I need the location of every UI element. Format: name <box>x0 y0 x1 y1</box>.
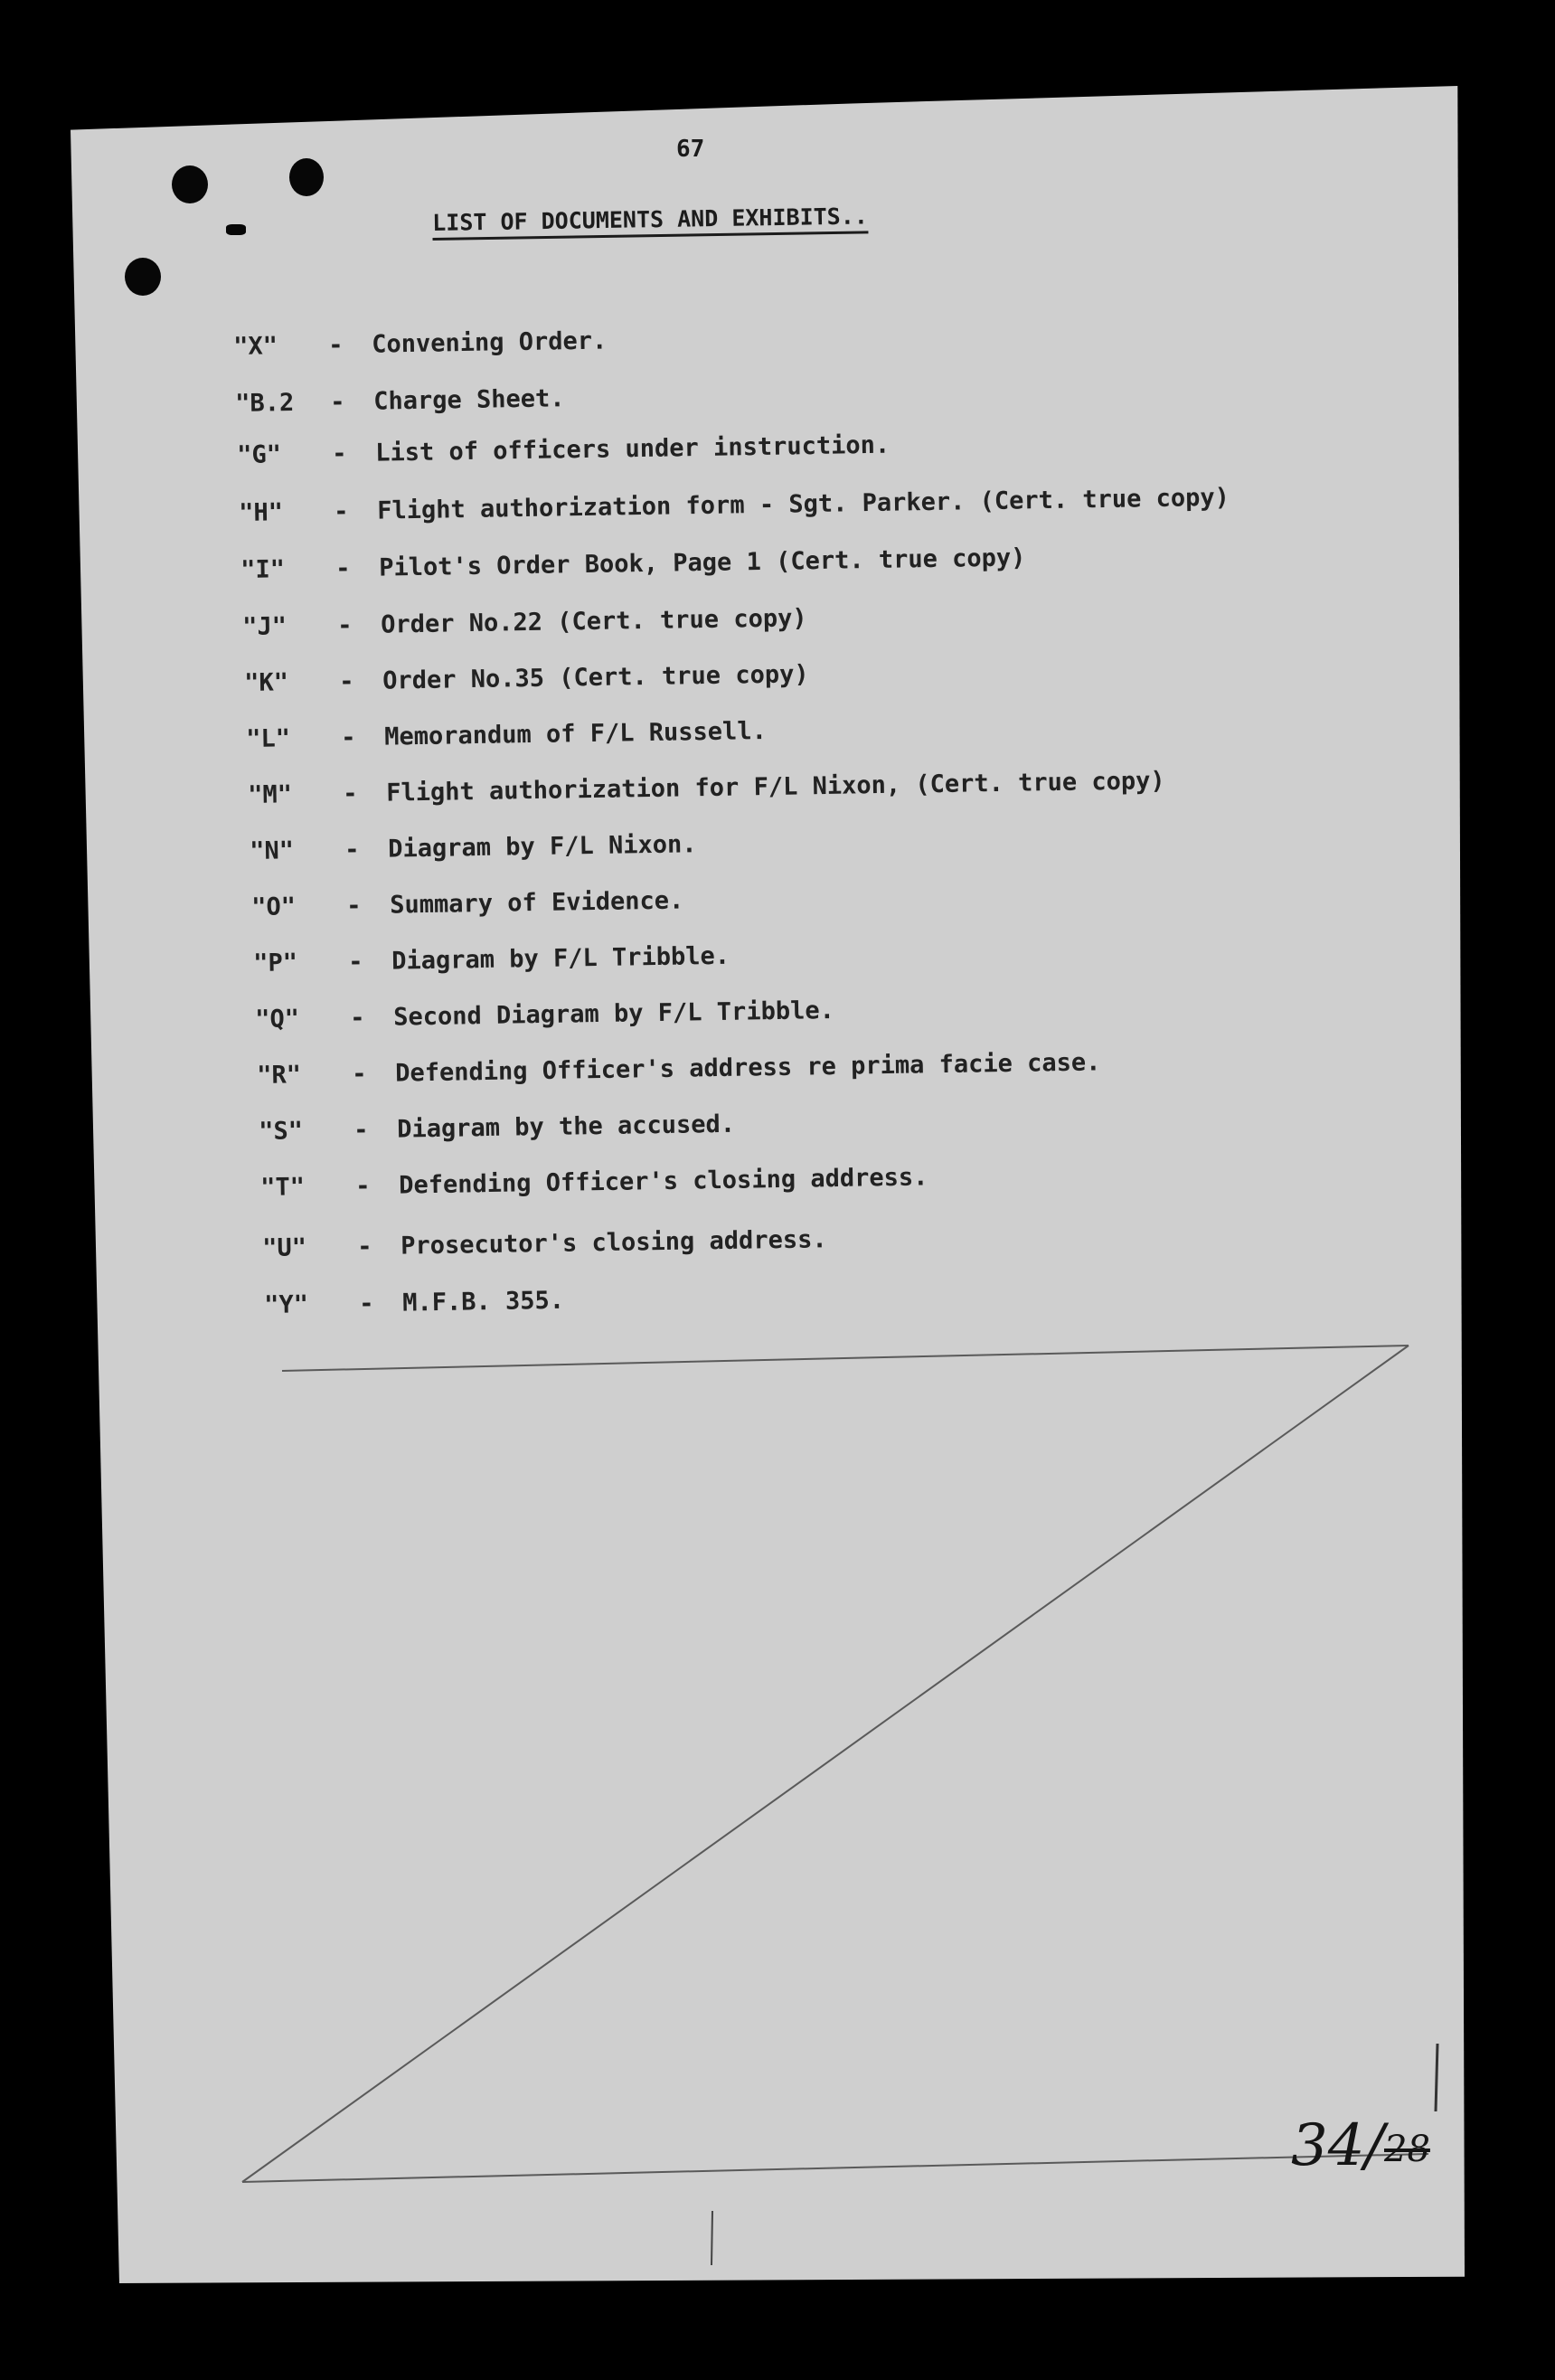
exhibit-dash: - <box>349 1004 365 1033</box>
exhibit-dash: - <box>353 1116 369 1145</box>
exhibit-mark: "T" <box>260 1173 306 1202</box>
exhibit-dash: - <box>356 1232 372 1261</box>
exhibit-description: Second Diagram by F/L Tribble. <box>392 996 835 1032</box>
exhibit-dash: - <box>342 779 358 808</box>
exhibit-description: List of officers under instruction. <box>374 430 891 468</box>
exhibit-dash: - <box>331 439 347 468</box>
exhibit-mark: "O" <box>251 892 297 921</box>
exhibit-description: Defending Officer's closing address. <box>398 1163 928 1200</box>
exhibit-description: Summary of Evidence. <box>389 886 684 920</box>
exhibit-dash: - <box>340 723 356 752</box>
exhibit-description: Defending Officer's address re prima facie case. <box>394 1048 1101 1088</box>
top-rule-line <box>282 1346 1409 1371</box>
exhibit-dash: - <box>335 554 351 583</box>
margin-tick-line <box>1436 2044 1437 2111</box>
exhibit-mark: "P" <box>253 949 298 978</box>
exhibit-description: Diagram by the accused. <box>396 1110 736 1144</box>
exhibit-dash: - <box>329 388 345 417</box>
bottom-rule-line <box>242 2154 1428 2182</box>
exhibit-description: Prosecutor's closing address. <box>400 1225 827 1261</box>
exhibit-description: Charge Sheet. <box>372 384 565 416</box>
exhibit-mark: "S" <box>259 1117 304 1146</box>
exhibit-mark: "Q" <box>255 1005 300 1034</box>
exhibit-mark: "N" <box>250 836 295 865</box>
exhibit-mark: "K" <box>244 668 289 697</box>
exhibit-description: Diagram by F/L Tribble. <box>391 941 730 976</box>
exhibit-mark: "J" <box>242 612 287 641</box>
exhibit-dash: - <box>327 331 344 360</box>
exhibit-description: M.F.B. 355. <box>401 1286 565 1318</box>
exhibit-mark: "I" <box>240 555 286 584</box>
exhibit-dash: - <box>338 667 354 696</box>
exhibit-dash: - <box>345 892 362 921</box>
exhibit-dash: - <box>351 1060 367 1089</box>
exhibit-mark: "U" <box>262 1233 307 1262</box>
exhibit-mark: "G" <box>237 440 282 469</box>
exhibit-description: Flight authorization for F/L Nixon, (Cert. true copy) <box>385 767 1165 808</box>
exhibit-mark: "X" <box>233 332 278 361</box>
exhibit-dash: - <box>354 1172 371 1201</box>
folio-struck: 28 <box>1384 2129 1430 2170</box>
folio-current: 34 <box>1291 2112 1365 2179</box>
exhibit-dash: - <box>344 836 360 864</box>
exhibit-description: Order No.35 (Cert. true copy) <box>382 660 809 695</box>
exhibit-description: Flight authorization form - Sgt. Parker. (Cert. true copy) <box>376 483 1230 525</box>
exhibit-mark: "M" <box>248 780 293 809</box>
page-number: 67 <box>676 136 705 163</box>
exhibit-description: Order No.22 (Cert. true copy) <box>380 604 807 639</box>
exhibit-mark: "B.2 <box>235 388 295 418</box>
folio-number: 34/28 <box>1291 2112 1430 2179</box>
exhibit-description: Memorandum of F/L Russell. <box>383 716 768 751</box>
exhibit-description: Pilot's Order Book, Page 1 (Cert. true copy) <box>378 543 1026 582</box>
exhibit-dash: - <box>347 948 363 977</box>
exhibit-mark: "H" <box>239 498 284 527</box>
exhibit-mark: "L" <box>246 724 291 753</box>
exhibit-dash: - <box>336 611 353 640</box>
document-title: LIST OF DOCUMENTS AND EXHIBITS.. <box>432 203 868 241</box>
exhibit-description: Diagram by F/L Nixon. <box>387 830 697 864</box>
diagonal-strike-line <box>242 1346 1409 2182</box>
exhibit-dash: - <box>358 1289 374 1318</box>
exhibit-description: Convening Order. <box>371 326 608 359</box>
exhibit-dash: - <box>333 497 349 526</box>
exhibit-mark: "Y" <box>264 1290 309 1319</box>
exhibit-mark: "R" <box>257 1061 302 1090</box>
